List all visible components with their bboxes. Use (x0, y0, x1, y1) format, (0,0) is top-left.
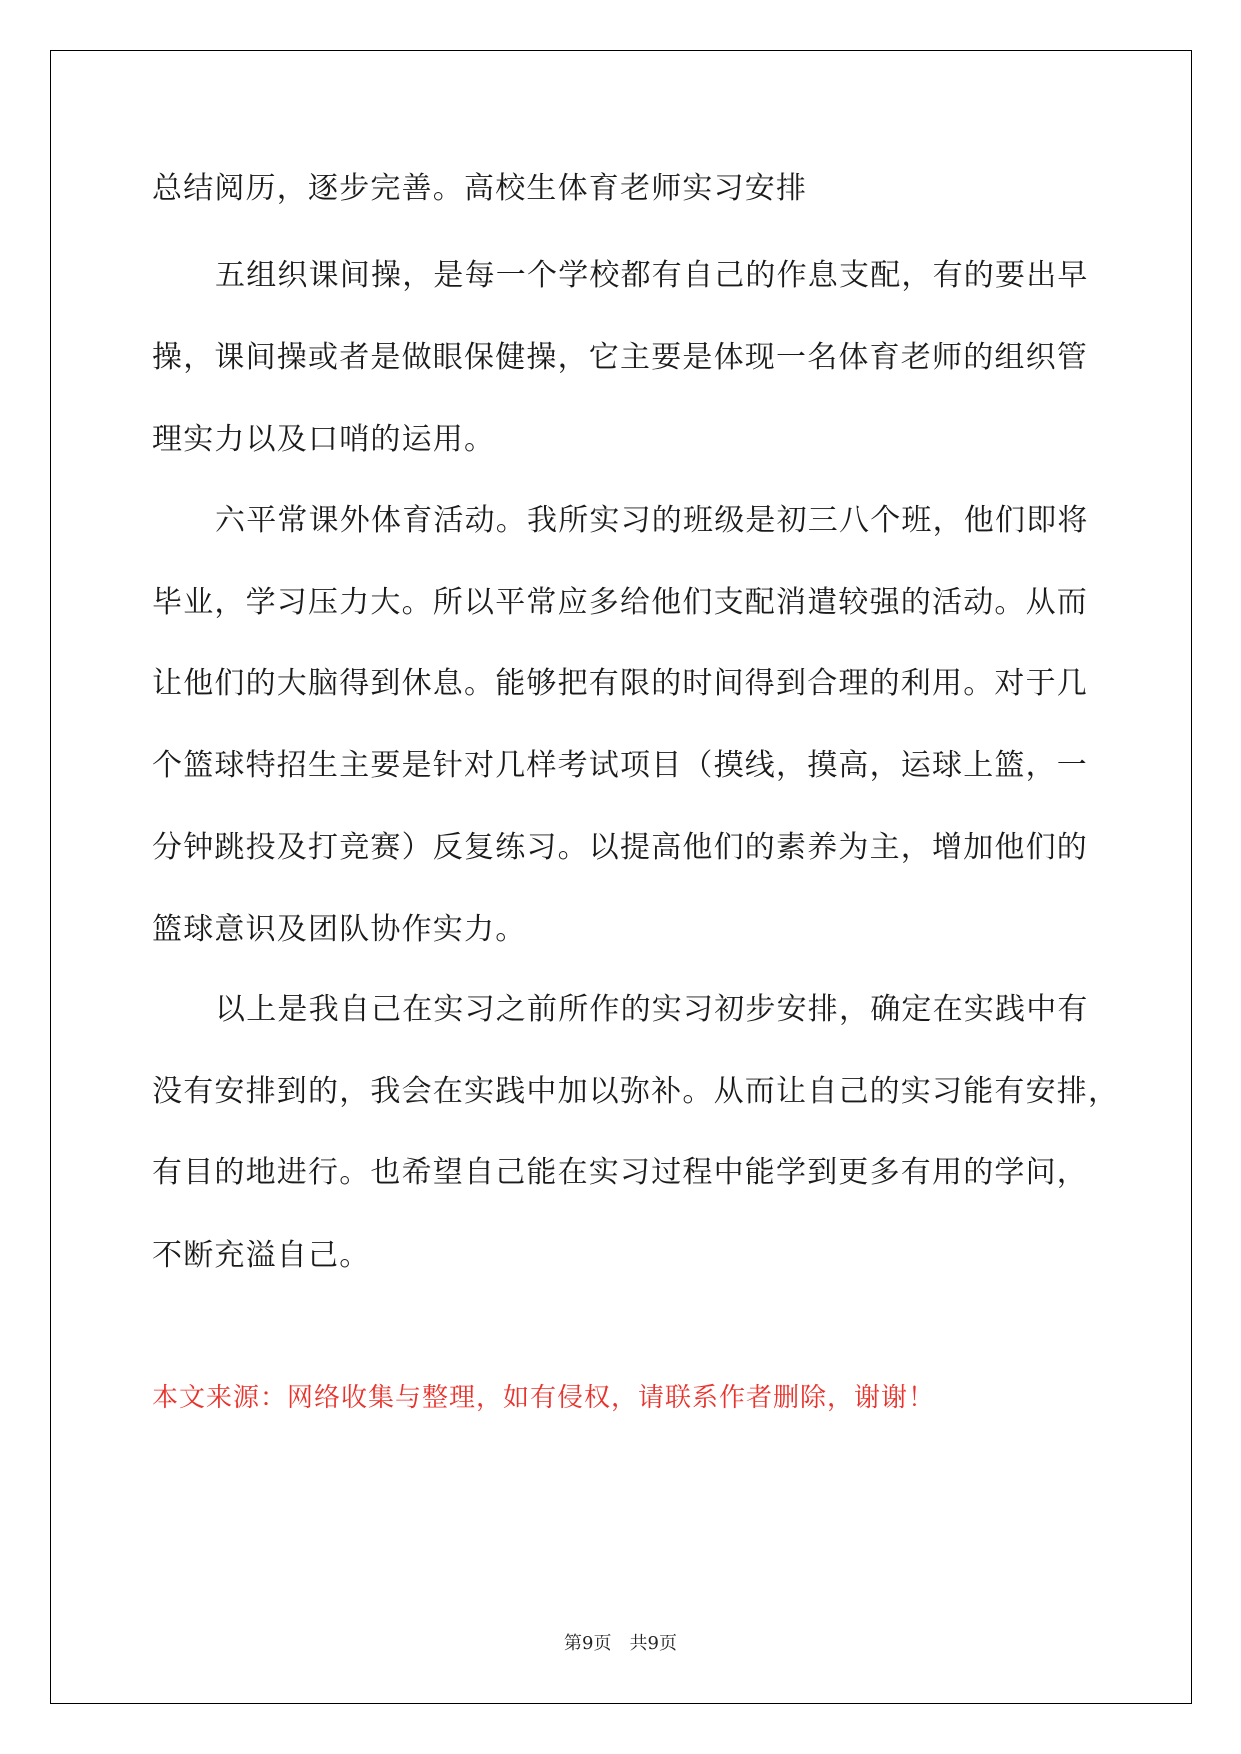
page-number-total: 共9页 (629, 1633, 677, 1654)
text-line: 总结阅历，逐步完善。高校生体育老师实习安排 (152, 171, 808, 206)
text-line: 不断充溢自己。 (152, 1238, 371, 1273)
text-line: 理实力以及口哨的运用。 (152, 422, 496, 457)
source-note: 本文来源：网络收集与整理，如有侵权，请联系作者删除，谢谢！ (152, 1383, 936, 1413)
text-line: 有目的地进行。也希望自己能在实习过程中能学到更多有用的学问， (152, 1155, 1088, 1190)
page-number-current: 第9页 (564, 1633, 612, 1654)
page-footer (0, 1632, 1241, 1656)
text-line: 没有安排到的，我会在实践中加以弥补。从而让自己的实习能有安排， (152, 1074, 1120, 1109)
text-line: 分钟跳投及打竞赛）反复练习。以提高他们的素养为主，增加他们的 (152, 830, 1088, 865)
text-line: 篮球意识及团队协作实力。 (152, 912, 527, 947)
text-line: 让他们的大脑得到休息。能够把有限的时间得到合理的利用。对于几 (152, 666, 1088, 701)
text-line: 操，课间操或者是做眼保健操，它主要是体现一名体育老师的组织管 (152, 340, 1088, 375)
paragraph-start-line: 以上是我自己在实习之前所作的实习初步安排，确定在实践中有 (215, 992, 1089, 1027)
paragraph-start-line: 六平常课外体育活动。我所实习的班级是初三八个班，他们即将 (215, 503, 1089, 538)
page-border (50, 50, 1192, 1704)
text-line: 毕业，学习压力大。所以平常应多给他们支配消遣较强的活动。从而 (152, 585, 1088, 620)
text-line: 个篮球特招生主要是针对几样考试项目（摸线，摸高，运球上篮，一 (152, 748, 1088, 783)
paragraph-start-line: 五组织课间操，是每一个学校都有自己的作息支配，有的要出早 (215, 258, 1089, 293)
